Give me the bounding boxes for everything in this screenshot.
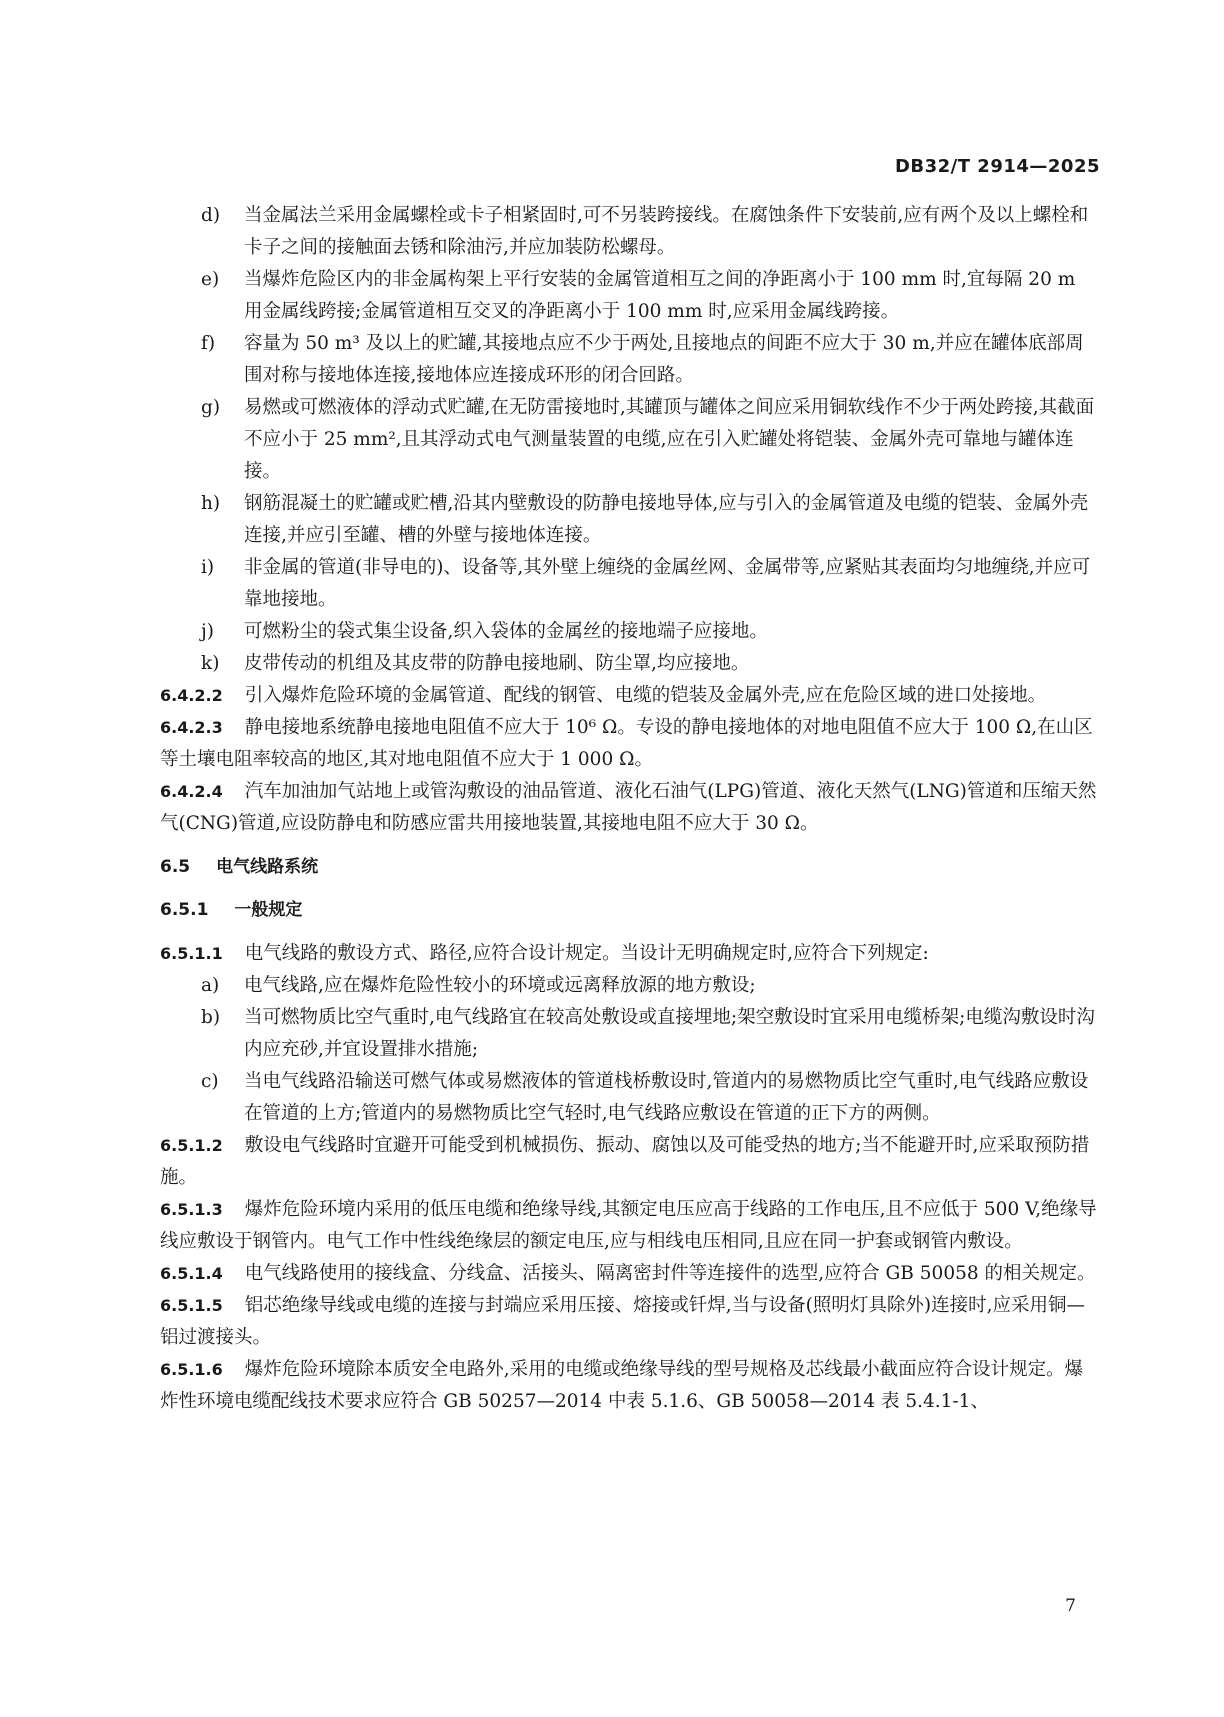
list-item-label: d) — [201, 205, 221, 226]
list-item — [160, 392, 1097, 488]
clause-text: 汽车加油加气站地上或管沟敷设的油品管道、液化石油气(LPG)管道、液化天然气(LNG)管道和压缩天然气(CNG)管道,应设防静电和防感应雷共用接地装置,其接地电阻不应大于 30 Ω。 — [160, 781, 1097, 834]
clause-number: 6.4.2.4 — [160, 782, 223, 801]
list-item — [160, 264, 1097, 328]
clause-number: 6.5.1.4 — [160, 1264, 223, 1283]
section-number: 6.5 — [160, 857, 191, 877]
list-item-label: a) — [201, 975, 220, 996]
clause-text: 电气线路的敷设方式、路径,应符合设计规定。当设计无明确规定时,应符合下列规定: — [244, 943, 929, 964]
list-item-text: 非金属的管道(非导电的)、设备等,其外壁上缠绕的金属丝网、金属带等,应紧贴其表面均匀地缠绕,并应可靠地接地。 — [244, 557, 1091, 610]
clause-number: 6.5.1.2 — [160, 1136, 223, 1155]
subsection-number: 6.5.1 — [160, 900, 209, 920]
clause-text: 电气线路使用的接线盒、分线盒、活接头、隔离密封件等连接件的选型,应符合 GB 50058 的相关规定。 — [244, 1263, 1096, 1284]
list-item-label: f) — [201, 333, 216, 354]
document-body — [160, 200, 1097, 1418]
clause-text: 爆炸危险环境除本质安全电路外,采用的电缆或绝缘导线的型号规格及芯线最小截面应符合设计规定。爆炸性环境电缆配线技术要求应符合 GB 50257—2014 中表 5.1.6、GB 50058—2014 表 5.4.1-1、 — [160, 1359, 1084, 1412]
clause-number: 6.5.1.6 — [160, 1360, 223, 1379]
list-items-b — [160, 970, 1097, 1130]
list-item — [160, 648, 1097, 680]
list-item-label: c) — [201, 1071, 219, 1092]
clause-text: 爆炸危险环境内采用的低压电缆和绝缘导线,其额定电压应高于线路的工作电压,且不应低于 500 V,绝缘导线应敷设于钢管内。电气工作中性线绝缘层的额定电压,应与相线电压相同,且应在同一护套或钢管内敷设。 — [160, 1199, 1097, 1252]
list-item-label: b) — [201, 1007, 221, 1028]
clause-number: 6.5.1.1 — [160, 944, 223, 963]
list-item — [160, 488, 1097, 552]
list-item — [160, 552, 1097, 616]
clause-number: 6.4.2.2 — [160, 686, 223, 705]
list-item-text: 当电气线路沿输送可燃气体或易燃液体的管道栈桥敷设时,管道内的易燃物质比空气重时,电气线路应敷设在管道的上方;管道内的易燃物质比空气轻时,电气线路应敷设在管道的正下方的两侧。 — [244, 1071, 1089, 1124]
list-item-text: 皮带传动的机组及其皮带的防静电接地刷、防尘罩,均应接地。 — [244, 653, 750, 674]
subsection-title: 一般规定 — [234, 900, 303, 920]
clause-text: 静电接地系统静电接地电阻值不应大于 10⁶ Ω。专设的静电接地体的对地电阻值不应大于 100 Ω,在山区等土壤电阻率较高的地区,其对地电阻值不应大于 1 000 Ω。 — [160, 717, 1093, 770]
list-item — [160, 1002, 1097, 1066]
clause-number: 6.4.2.3 — [160, 718, 223, 737]
list-item — [160, 328, 1097, 392]
clause-text: 铝芯绝缘导线或电缆的连接与封端应采用压接、熔接或钎焊,当与设备(照明灯具除外)连接时,应采用铜—铝过渡接头。 — [160, 1295, 1085, 1348]
clause-6-4-2-2 — [160, 680, 1097, 712]
clause-6-4-2-3 — [160, 712, 1097, 776]
list-item-text: 当爆炸危险区内的非金属构架上平行安装的金属管道相互之间的净距离小于 100 mm 时,宜每隔 20 m 用金属线跨接;金属管道相互交叉的净距离小于 100 mm 时,应采用金属线跨接。 — [244, 269, 1076, 322]
clause-text: 敷设电气线路时宜避开可能受到机械损伤、振动、腐蚀以及可能受热的地方;当不能避开时,应采取预防措施。 — [160, 1135, 1090, 1188]
list-item-text: 可燃粉尘的袋式集尘设备,织入袋体的金属丝的接地端子应接地。 — [244, 621, 768, 642]
list-item — [160, 200, 1097, 264]
list-item-label: g) — [201, 397, 221, 418]
clause-6-5-1-5 — [160, 1290, 1097, 1354]
clause-text: 引入爆炸危险环境的金属管道、配线的钢管、电缆的铠装及金属外壳,应在危险区域的进口处接地。 — [244, 685, 1047, 706]
list-item-text: 容量为 50 m³ 及以上的贮罐,其接地点应不少于两处,且接地点的间距不应大于 30 m,并应在罐体底部周围对称与接地体连接,接地体应连接成环形的闭合回路。 — [244, 333, 1084, 386]
list-item — [160, 970, 1097, 1002]
document-id: DB32/T 2914—2025 — [894, 156, 1100, 177]
list-item-text: 当金属法兰采用金属螺栓或卡子相紧固时,可不另装跨接线。在腐蚀条件下安装前,应有两个及以上螺栓和卡子之间的接触面去锈和除油污,并应加装防松螺母。 — [244, 205, 1089, 258]
list-item-label: j) — [201, 621, 214, 642]
subsection-heading — [160, 894, 1097, 926]
clause-6-5-1-2 — [160, 1130, 1097, 1194]
list-item — [160, 616, 1097, 648]
list-item-text: 钢筋混凝土的贮罐或贮槽,沿其内壁敷设的防静电接地导体,应与引入的金属管道及电缆的铠装、金属外壳连接,并应引至罐、槽的外壁与接地体连接。 — [244, 493, 1089, 546]
list-item-label: e) — [201, 269, 220, 290]
list-item-label: k) — [201, 653, 220, 674]
clause-6-5-1-3 — [160, 1194, 1097, 1258]
clause-number: 6.5.1.5 — [160, 1296, 223, 1315]
clause-6-4-2-4 — [160, 776, 1097, 840]
list-item — [160, 1066, 1097, 1130]
clause-number: 6.5.1.3 — [160, 1200, 223, 1219]
clause-6-5-1-4 — [160, 1258, 1097, 1290]
list-item-label: h) — [201, 493, 221, 514]
clause-6-5-1-1 — [160, 938, 1097, 970]
section-heading — [160, 851, 1097, 883]
section-title: 电气线路系统 — [216, 857, 319, 877]
list-item-text: 当可燃物质比空气重时,电气线路宜在较高处敷设或直接埋地;架空敷设时宜采用电缆桥架;电缆沟敷设时沟内应充砂,并宜设置排水措施; — [244, 1007, 1095, 1060]
list-item-text: 易燃或可燃液体的浮动式贮罐,在无防雷接地时,其罐顶与罐体之间应采用铜软线作不少于两处跨接,其截面不应小于 25 mm²,且其浮动式电气测量装置的电缆,应在引入贮罐处将铠装、金属外壳可靠地与罐体连接。 — [244, 397, 1095, 482]
clause-6-5-1-6 — [160, 1354, 1097, 1418]
list-item-text: 电气线路,应在爆炸危险性较小的环境或远离释放源的地方敷设; — [244, 975, 756, 996]
list-item-label: i) — [201, 557, 215, 578]
list-items-a — [160, 200, 1097, 680]
page-number: 7 — [1065, 1596, 1076, 1616]
